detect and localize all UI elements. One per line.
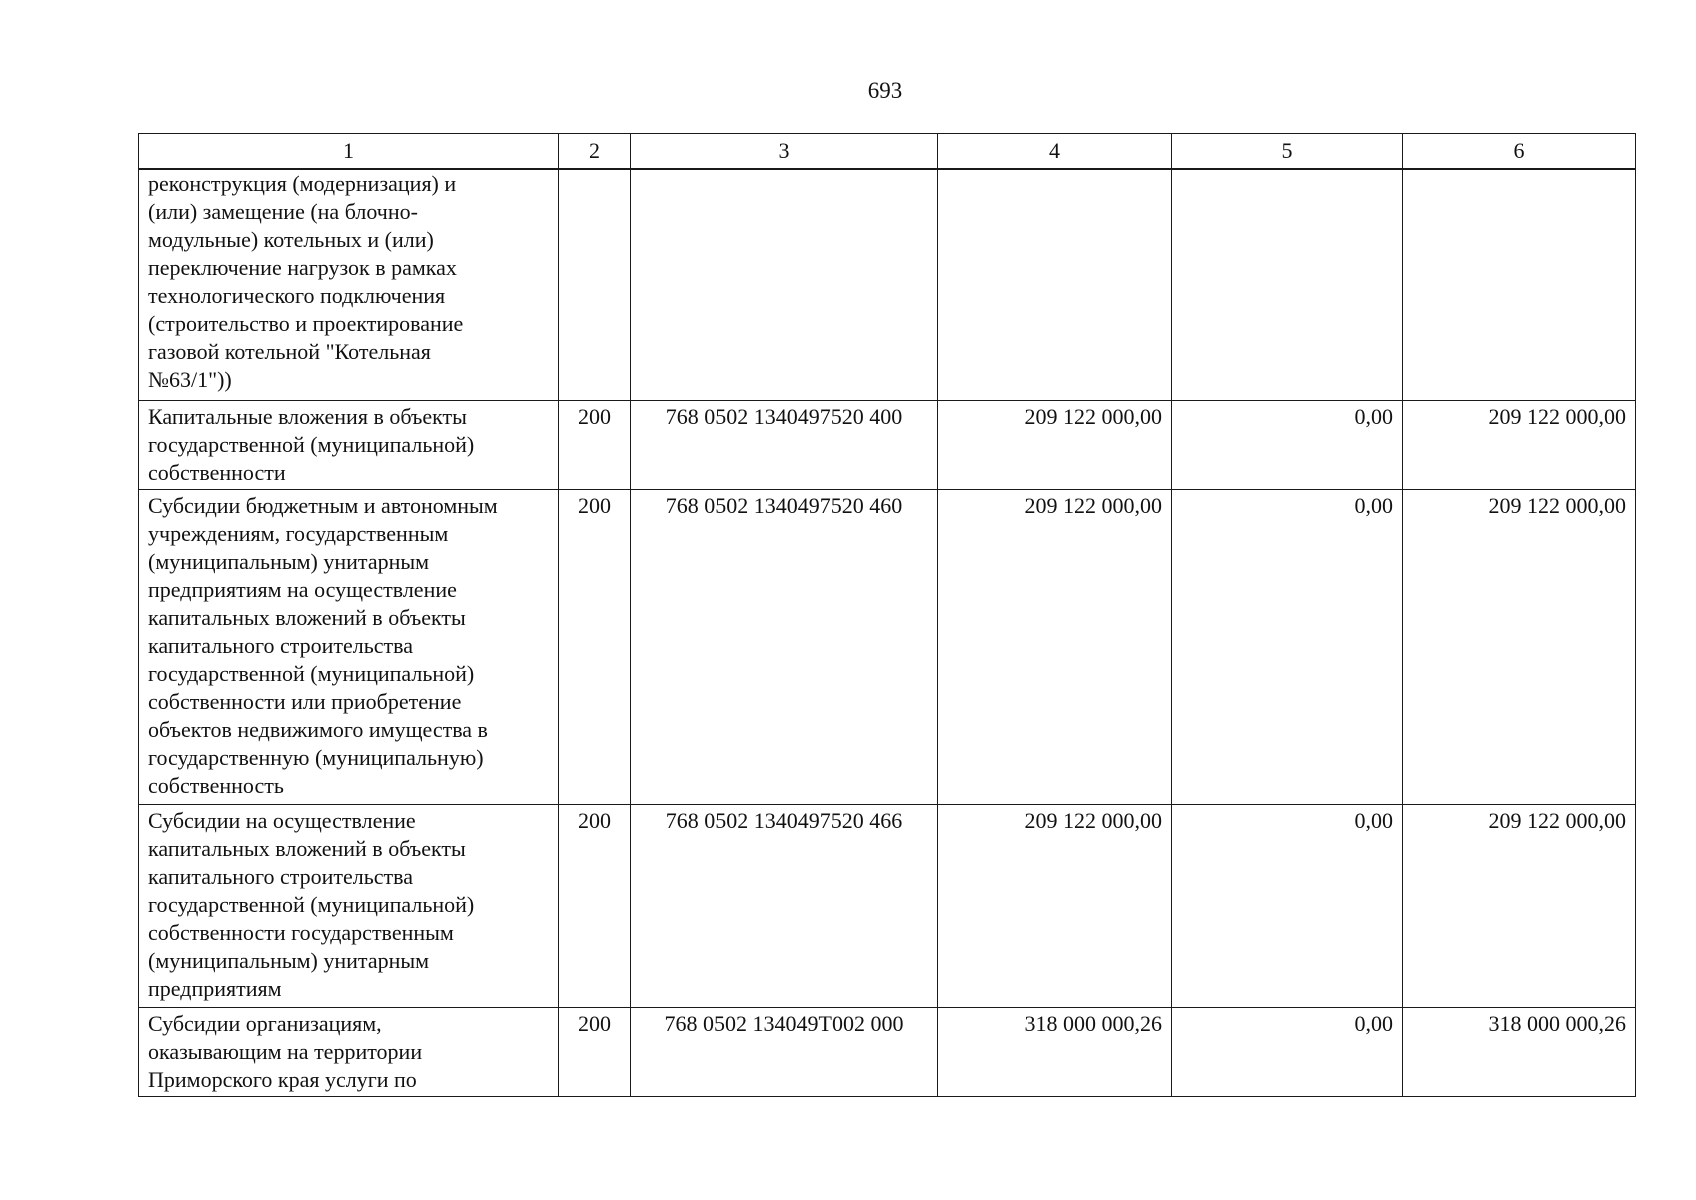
row-total: 209 122 000,00 <box>1403 805 1636 1008</box>
row-plan: 209 122 000,00 <box>938 401 1172 490</box>
table-row <box>139 401 1636 490</box>
header-col-2: 2 <box>559 134 631 170</box>
row-total: 318 000 000,26 <box>1403 1008 1636 1097</box>
row-name: Капитальные вложения в объекты государственной (муниципальной) собственности <box>139 401 559 490</box>
row-code: 768 0502 1340497520 400 <box>631 401 938 490</box>
row-col2: 200 <box>559 490 631 805</box>
header-col-5: 5 <box>1172 134 1403 170</box>
table-row <box>139 169 1636 401</box>
row-total: 209 122 000,00 <box>1403 401 1636 490</box>
table-header-row <box>139 134 1636 170</box>
row-total: 209 122 000,00 <box>1403 490 1636 805</box>
row-code: 768 0502 134049Т002 000 <box>631 1008 938 1097</box>
header-col-1: 1 <box>139 134 559 170</box>
row-code: 768 0502 1340497520 460 <box>631 490 938 805</box>
row-plan: 209 122 000,00 <box>938 490 1172 805</box>
row-change: 0,00 <box>1172 490 1403 805</box>
row-plan: 318 000 000,26 <box>938 1008 1172 1097</box>
table-row <box>139 1008 1636 1097</box>
budget-table <box>138 133 1636 1097</box>
row-name: Субсидии на осуществление капитальных вложений в объекты капитального строительства государственной (муниципальной) собственности государственным (муниципальным) унитарным предприятиям <box>139 805 559 1008</box>
header-col-3: 3 <box>631 134 938 170</box>
row-col2 <box>559 169 631 401</box>
row-col2: 200 <box>559 401 631 490</box>
row-plan <box>938 169 1172 401</box>
row-name: реконструкция (модернизация) и (или) замещение (на блочно- модульные) котельных и (или) переключение нагрузок в рамках технологического подключения (строительство и проектирование газовой котельной "Котельная №63/1")) <box>139 169 559 401</box>
header-col-6: 6 <box>1403 134 1636 170</box>
row-col2: 200 <box>559 1008 631 1097</box>
row-change: 0,00 <box>1172 805 1403 1008</box>
row-code <box>631 169 938 401</box>
row-change: 0,00 <box>1172 401 1403 490</box>
table-row <box>139 490 1636 805</box>
row-plan: 209 122 000,00 <box>938 805 1172 1008</box>
row-change: 0,00 <box>1172 1008 1403 1097</box>
row-col2: 200 <box>559 805 631 1008</box>
header-col-4: 4 <box>938 134 1172 170</box>
page-number: 693 <box>867 78 903 103</box>
row-change <box>1172 169 1403 401</box>
row-name: Субсидии бюджетным и автономным учреждениям, государственным (муниципальным) унитарным предприятиям на осуществление капитальных вложений в объекты капитального строительства государственной (муниципальной) собственности или приобретение объектов недвижимого имущества в государственную (муниципальную) собственность <box>139 490 559 805</box>
table-row <box>139 805 1636 1008</box>
row-code: 768 0502 1340497520 466 <box>631 805 938 1008</box>
row-name: Субсидии организациям, оказывающим на территории Приморского края услуги по <box>139 1008 559 1097</box>
row-total <box>1403 169 1636 401</box>
